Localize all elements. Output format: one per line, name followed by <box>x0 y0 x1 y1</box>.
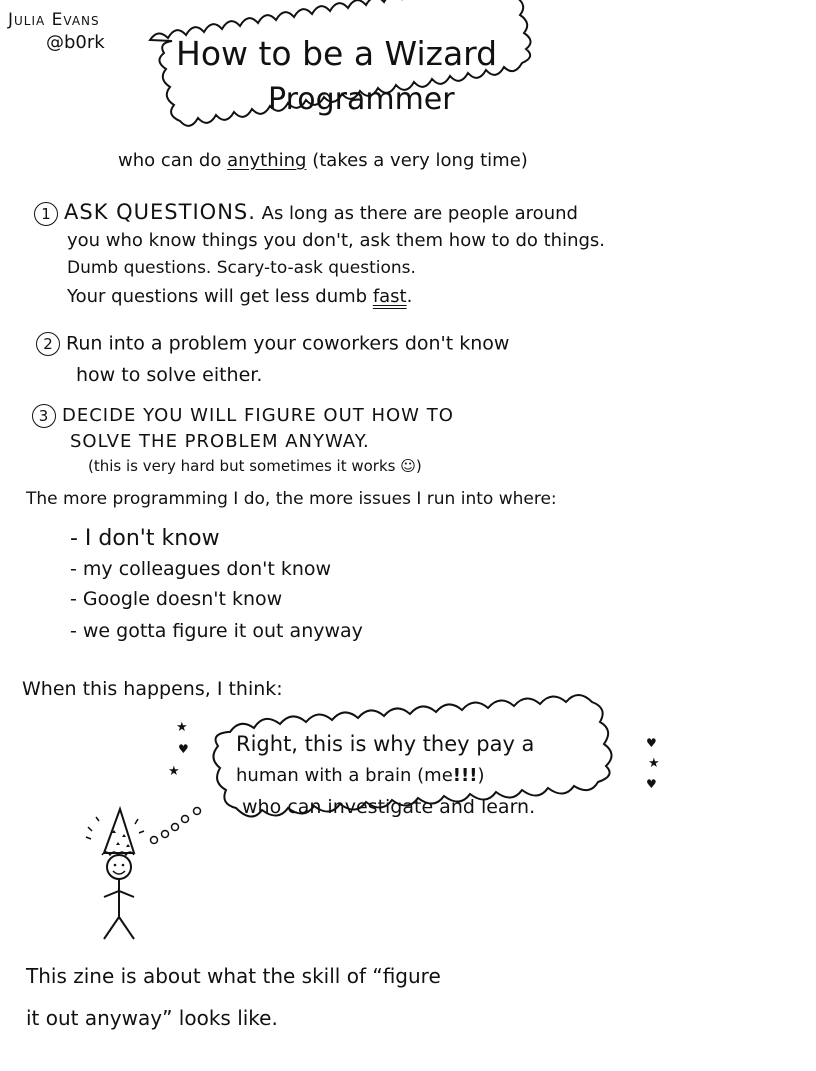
thought-line-1: Right, this is why they pay a <box>236 732 535 756</box>
author-name: Julia Evans <box>8 10 100 30</box>
step-3-number: 3 <box>32 404 56 428</box>
thought-exclaim: !!! <box>452 765 478 786</box>
thought-line-3: who can investigate and learn. <box>242 796 536 818</box>
subtitle-suffix: (takes a very long time) <box>306 150 528 171</box>
author-handle: @b0rk <box>46 32 105 53</box>
issues-intro: The more programming I do, the more issues I run into where: <box>26 489 557 509</box>
step-2-number: 2 <box>36 332 60 356</box>
heart-icon: ♥ <box>178 742 189 756</box>
thought-line-2a: human with a brain (me <box>236 765 453 786</box>
title-line-2: Programmer <box>268 82 455 117</box>
step-1-text-1: As long as there are people around <box>255 203 578 224</box>
issue-item-3: - Google doesn't know <box>70 588 283 610</box>
footer-line-2: it out anyway” looks like. <box>26 1006 278 1030</box>
step-2-line-1 <box>36 332 509 356</box>
step-2-line-2: how to solve either. <box>76 364 263 386</box>
star-icon: ★ <box>168 764 180 779</box>
heart-icon: ♥ <box>646 736 657 750</box>
subtitle <box>118 150 528 171</box>
step-1-line-2: you who know things you don't, ask them how to do things. <box>67 230 606 251</box>
step-3-line-1 <box>32 404 454 428</box>
step-1-line-4 <box>67 286 412 307</box>
heart-icon: ♥ <box>646 777 657 791</box>
issue-item-4: - we gotta figure it out anyway <box>70 620 363 642</box>
thought-line-2c: ) <box>477 765 485 786</box>
step-1-emphasis-fast: fast <box>372 286 407 307</box>
issue-item-2: - my colleagues don't know <box>70 558 332 580</box>
step-1-lead: ASK QUESTIONS. <box>64 200 256 224</box>
step-1-number: 1 <box>34 202 58 226</box>
step-1-line-4a: Your questions will get less dumb <box>67 286 373 307</box>
step-3-note: (this is very hard but sometimes it works ☺) <box>88 457 422 475</box>
wizard-stick-figure-icon <box>82 805 162 945</box>
when-text: When this happens, I think: <box>22 678 283 700</box>
step-3-line-2: SOLVE THE PROBLEM ANYWAY. <box>70 431 370 452</box>
star-icon: ★ <box>648 756 660 771</box>
step-1-line-4c: . <box>406 286 413 307</box>
title-line-1: How to be a Wizard <box>176 34 498 73</box>
thought-line-2 <box>236 765 484 786</box>
star-icon: ★ <box>176 720 188 735</box>
subtitle-emphasis: anything <box>227 150 307 171</box>
step-1-line-3: Dumb questions. Scary-to-ask questions. <box>67 258 416 278</box>
issue-item-1: - I don't know <box>70 526 220 551</box>
step-2-text-1: Run into a problem your coworkers don't know <box>66 332 510 355</box>
step-3-text-1: DECIDE YOU WILL FIGURE OUT HOW TO <box>62 405 454 426</box>
subtitle-prefix: who can do <box>118 150 228 171</box>
footer-line-1: This zine is about what the skill of “figure <box>26 964 441 988</box>
step-1-line-1 <box>34 200 578 226</box>
